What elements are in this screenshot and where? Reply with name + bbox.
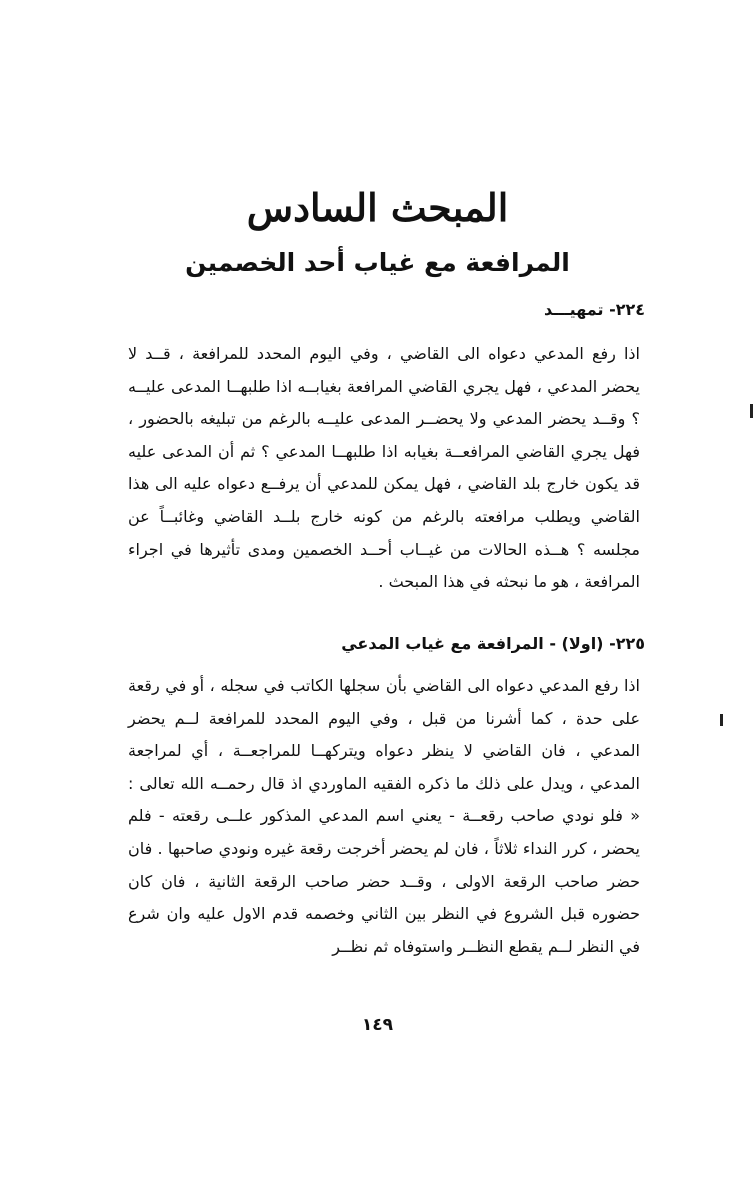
page-number: ١٤٩ <box>361 1015 394 1035</box>
section-heading-introduction: ٢٢٤- تمهيـــد <box>544 300 645 319</box>
scan-edge-mark <box>720 714 723 726</box>
chapter-subtitle: المرافعة مع غياب أحد الخصمين <box>185 248 570 277</box>
section-heading-plaintiff-absence: ٢٢٥- (اولا) - المرافعة مع غياب المدعي <box>341 634 645 653</box>
chapter-title: المبحث السادس <box>246 185 509 230</box>
introduction-paragraph: اذا رفع المدعي دعواه الى القاضي ، وفي اليوم المحدد للمرافعة ، قــد لا يحضر المدعي ، فهل يجري القاضي المرافعة بغيابــه اذا طلبهــا المدعى عليــه ؟ وقــد يحضر المدعي ولا يحضــر المدعى عليــه بالرغم من تبليغه بالحضور ، فهل يجري القاضي المرافعــة بغيابه اذا طلبهــا المدعي ؟ ثم أن المدعى عليه قد يكون خارج بلد القاضي ، فهل يمكن للمدعي أن يرفــع دعواه عليه الى هذا القاضي ويطلب مرافعته بالرغم من كونه خارج بلــد القاضي وغائبــاً عن مجلسه ؟ هــذه الحالات من غيــاب أحــد الخصمين ومدى تأثيرها في اجراء المرافعة ، هو ما نبحثه في هذا المبحث . <box>128 344 640 592</box>
scan-edge-mark <box>750 404 753 418</box>
plaintiff-absence-paragraph: اذا رفع المدعي دعواه الى القاضي بأن سجلها الكاتب في سجله ، أو في رقعة على حدة ، كما أشرنا من قبل ، وفي اليوم المحدد للمرافعة لــم يحضر المدعي ، فان القاضي لا ينظر دعواه ويتركهــا للمراجعــة ، أي لمراجعة المدعي ، ويدل على ذلك ما ذكره الفقيه الماوردي اذ قال رحمــه الله تعالى : « فلو نودي صاحب رقعــة - يعني اسم المدعي المذكور علــى رقعته - فلم يحضر ، كرر النداء ثلاثاً ، فان لم يحضر أخرجت رقعة غيره ونودي صاحبها . فان حضر صاحب الرقعة الاولى ، وقــد حضر صاحب الرقعة الثانية ، فان كان حضوره قبل الشروع في النظر بين الثاني وخصمه قدم الاول عليه وان شرع في النظر لــم يقطع النظــر واستوفاه ثم نظــر <box>128 676 640 956</box>
